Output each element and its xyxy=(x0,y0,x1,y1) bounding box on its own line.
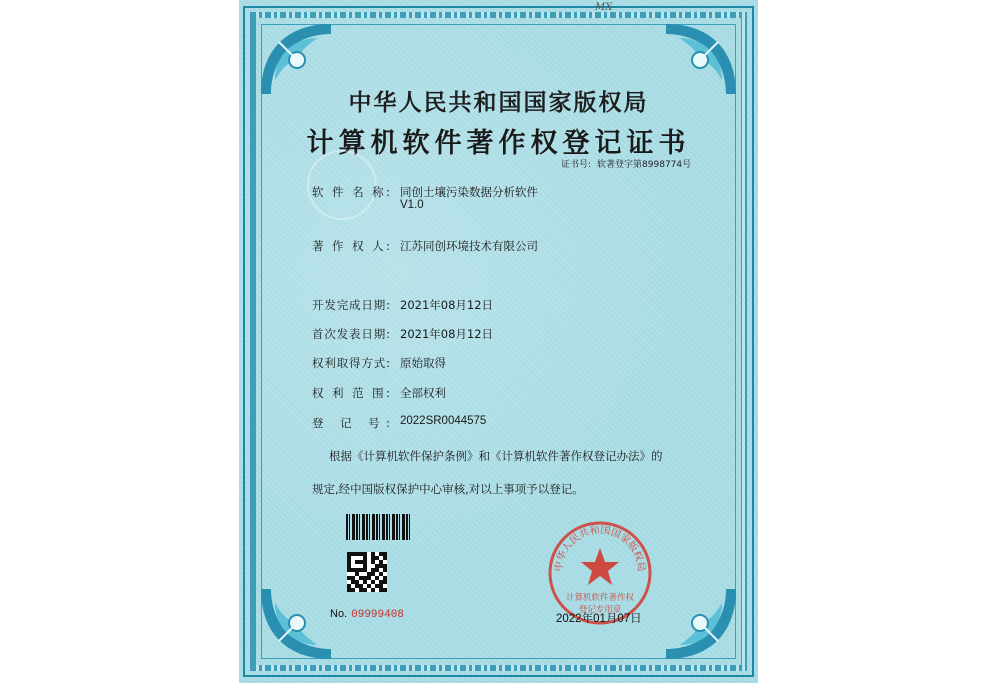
serial-value: 09999408 xyxy=(351,609,404,621)
publication-date-value: 2021年08月12日 xyxy=(400,327,494,341)
certificate xyxy=(239,0,758,683)
seal-line-1: 计算机软件著作权 xyxy=(565,593,635,603)
completion-date-label: 开发完成日期: xyxy=(312,298,390,312)
certificate-number xyxy=(561,157,697,170)
completion-date-value: 2021年08月12日 xyxy=(400,298,494,312)
corner-ornament-bottom-right xyxy=(662,585,740,663)
software-name-label: 软 件 名 称: xyxy=(312,185,390,199)
acquisition-method-label: 权利取得方式: xyxy=(312,356,390,370)
barcode xyxy=(346,514,410,540)
declaration-line-1: 根据《计算机软件保护条例》和《计算机软件著作权登记办法》的 xyxy=(329,449,663,463)
issuer-name: 中华人民共和国国家版权局 xyxy=(348,89,649,116)
publication-date-label: 首次发表日期: xyxy=(312,327,390,341)
issue-date: 2022年01月07日 xyxy=(556,613,642,625)
certificate-number-value: 软著登字第8998774号 xyxy=(597,160,692,170)
certificate-number-label: 证书号: xyxy=(561,160,592,170)
rights-scope-label: 权 利 范 围: xyxy=(312,386,390,400)
copyright-owner-label: 著 作 权 人: xyxy=(312,239,390,253)
rights-scope-value: 全部权利 xyxy=(400,386,446,400)
software-name-value: 同创土壤污染数据分析软件 xyxy=(400,185,538,199)
serial-number xyxy=(330,608,404,621)
software-version-value: V1.0 xyxy=(400,199,424,211)
qr-code xyxy=(347,552,387,592)
registration-number-value: 2022SR0044575 xyxy=(400,415,487,427)
handwritten-note: MX xyxy=(595,2,613,13)
declaration-line-2: 规定,经中国版权保护中心审核,对以上事项予以登记。 xyxy=(312,482,584,496)
seal-ring-text: 中华人民共和国国家版权局 xyxy=(553,525,647,573)
acquisition-method-value: 原始取得 xyxy=(400,356,446,370)
serial-prefix: No. xyxy=(330,608,348,620)
registration-number-label: 登 记 号: xyxy=(312,416,390,430)
certificate-title: 计算机软件著作权登记证书 xyxy=(306,128,691,159)
copyright-owner-value: 江苏同创环境技术有限公司 xyxy=(400,239,538,253)
seal-star-icon xyxy=(581,548,619,585)
corner-ornament-bottom-left xyxy=(257,585,335,663)
seal-line-2: 登记专用章 xyxy=(578,605,622,615)
